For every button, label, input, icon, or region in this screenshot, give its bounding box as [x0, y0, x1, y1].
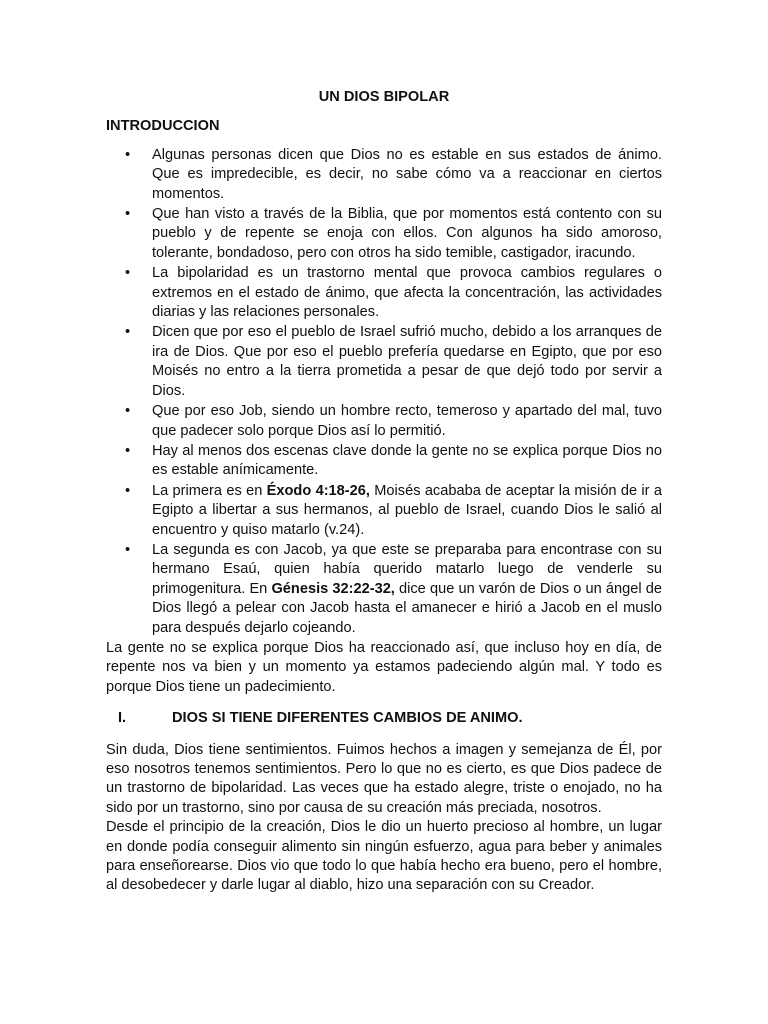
document-title: UN DIOS BIPOLAR — [318, 89, 450, 105]
bullet-icon: • — [125, 541, 131, 558]
bullet-icon: • — [125, 146, 131, 163]
bullet-item: • Que han visto a través de la Biblia, que por momentos está contento con su pueblo y de repente se enoja con ellos. Con algunos ha sido amoroso, tolerante, bondadoso, pero con otros ha sido temible, castigador, iracundo. — [125, 206, 662, 261]
section-heading — [106, 709, 662, 728]
paragraph-3: Desde el principio de la creación, Dios le dio un huerto precioso al hombre, un lugar en donde podía conseguir alimento sin ningún esfuerzo, agua para beber y animales para enseñorearse. Dios vio que todo lo que había hecho era bueno, pero el hombre, al desobedecer y darle lugar al diablo, hizo una separación con su Creador. — [106, 819, 662, 894]
bullet-item: • La segunda es con Jacob, ya que este se preparaba para encontrase con su hermano Esaú, quien había querido matarlo luego de venderle su primogenitura. En Génesis 32:22-32, dice que un varón de Dios o un ángel de Dios llegó a pelear con Jacob hasta el amanecer e hirió a Jacob en el muslo para después dejarlo cojeando. — [125, 541, 662, 636]
paragraph-1: La gente no se explica porque Dios ha reaccionado así, que incluso hoy en día, de repente nos va bien y un momento ya estamos padeciendo algún mal. Y todo es porque Dios tiene un padecimiento. — [106, 639, 662, 695]
bullet-item: • Hay al menos dos escenas clave donde la gente no se explica porque Dios no es estable anímicamente. — [125, 442, 662, 479]
scripture-reference: Éxodo 4:18-26, — [266, 482, 370, 499]
paragraph-2: Sin duda, Dios tiene sentimientos. Fuimos hechos a imagen y semejanza de Él, por eso nosotros tenemos sentimientos. Pero lo que no es cierto, es que Dios padece de un trastorno de bipolaridad. Las veces que ha estado alegre, triste o enojado, no ha sido por un trastorno, sino por causa de su creación más preciada, nosotros. — [106, 741, 662, 816]
intro-bullet-list — [106, 146, 662, 638]
bullet-item: • Que por eso Job, siendo un hombre recto, temeroso y apartado del mal, tuvo que padecer solo porque Dios así lo permitió. — [125, 403, 662, 439]
bullet-item: • La primera es en Éxodo 4:18-26, Moisés acababa de aceptar la misión de ir a Egipto a libertar a sus hermanos, al pueblo de Israel, cuando Dios le salió al encuentro y quiso matarlo (v.24). — [125, 482, 662, 538]
section-number: I. — [118, 710, 127, 727]
bullet-icon: • — [125, 324, 131, 341]
intro-heading: INTRODUCCION — [106, 118, 220, 135]
bullet-icon: • — [125, 482, 131, 499]
bullet-item: • La bipolaridad es un trastorno mental que provoca cambios regulares o extremos en el estado de ánimo, que afecta la concentración, las actividades diarias y las relaciones personales. — [125, 265, 662, 321]
scripture-reference: Génesis 32:22-32, — [271, 580, 395, 597]
bullet-icon: • — [125, 265, 131, 282]
bullet-item: • Algunas personas dicen que Dios no es estable en sus estados de ánimo. Que es impredecible, es decir, no sabe cómo va a reaccionar en ciertos momentos. — [125, 146, 662, 202]
bullet-icon: • — [125, 442, 131, 459]
bullet-icon: • — [125, 403, 131, 420]
bullet-icon: • — [125, 206, 131, 223]
bullet-item: • Dicen que por eso el pueblo de Israel sufrió mucho, debido a los arranques de ira de Dios. Que por eso el pueblo prefería quedarse en Egipto, que por eso Moisés no entro a la tierra prometida a pesar de que dejó todo por servir a Dios. — [125, 324, 662, 399]
section-title: DIOS SI TIENE DIFERENTES CAMBIOS DE ANIMO. — [172, 710, 523, 727]
